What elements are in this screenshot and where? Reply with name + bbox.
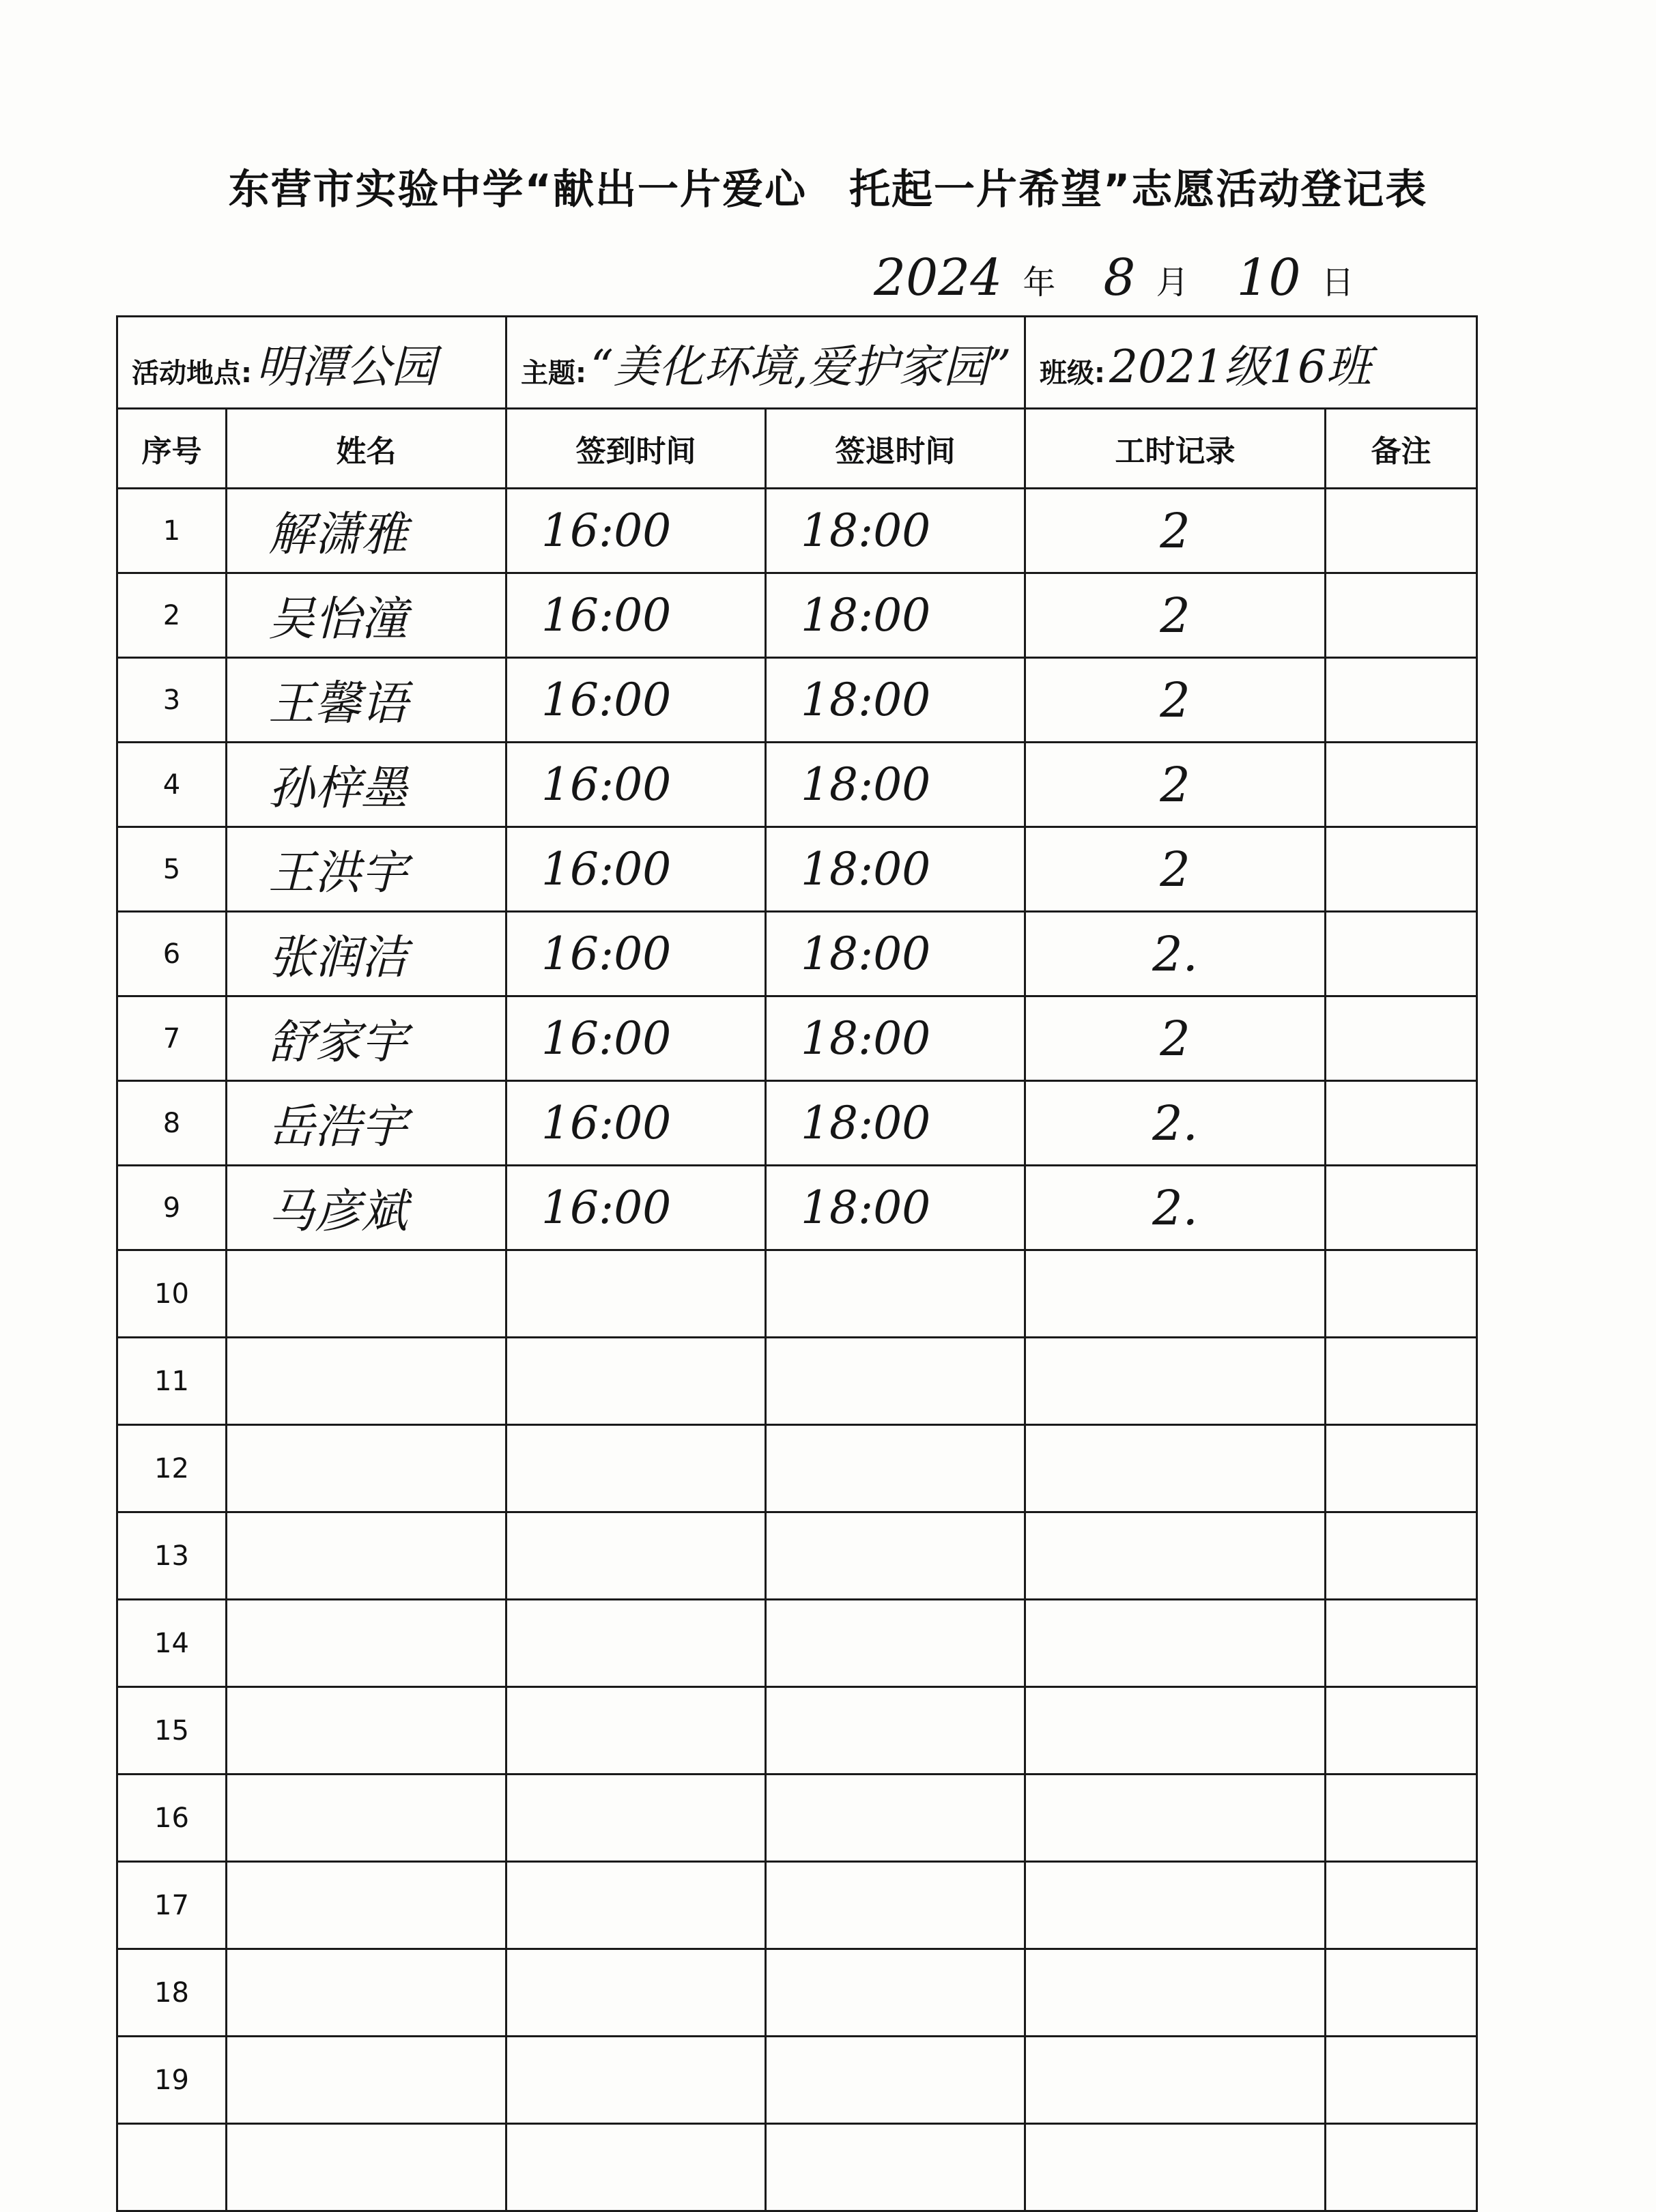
- row-number: [117, 489, 227, 573]
- row-number-text: 12: [154, 1452, 189, 1484]
- signin-time: [506, 573, 766, 658]
- name-cell: [227, 1600, 506, 1687]
- signin-time-text: 16:00: [541, 928, 672, 980]
- signout-time-text: 18:00: [801, 1181, 931, 1234]
- signout-time: [766, 2037, 1025, 2124]
- signin-time-text: 16:00: [541, 674, 672, 726]
- hours-record-text: 2.: [1152, 1095, 1198, 1151]
- signin-time: [506, 743, 766, 827]
- hours-record: [1025, 827, 1326, 912]
- theme-cell: [506, 317, 1025, 409]
- row-number: [117, 1250, 227, 1338]
- name-cell-text: 马彦斌: [268, 1185, 408, 1239]
- table-row: [117, 1425, 1477, 1512]
- name-cell: [227, 1687, 506, 1775]
- table-row: [117, 1338, 1477, 1425]
- row-number-text: 11: [154, 1365, 189, 1397]
- signout-time: [766, 1081, 1025, 1166]
- signout-time: [766, 1512, 1025, 1600]
- row-number: [117, 1775, 227, 1862]
- table-row: [117, 1862, 1477, 1949]
- hours-record-text: 2: [1160, 756, 1190, 813]
- location-value: 明潭公园: [256, 340, 436, 393]
- row-number-text: 8: [162, 1107, 181, 1139]
- row-number: [117, 2037, 227, 2124]
- theme-label: 主题:: [521, 357, 586, 389]
- hours-record: [1025, 912, 1326, 996]
- row-number: [117, 1862, 227, 1949]
- name-cell: [227, 996, 506, 1081]
- name-cell: [227, 1338, 506, 1425]
- signout-time-text: 18:00: [801, 1097, 931, 1149]
- name-cell: [227, 1425, 506, 1512]
- name-cell: [227, 658, 506, 743]
- signin-time: [506, 996, 766, 1081]
- hours-record: [1025, 1338, 1326, 1425]
- note-cell: [1326, 1687, 1477, 1775]
- location-label: 活动地点:: [132, 357, 252, 389]
- row-number-text: 15: [154, 1714, 189, 1747]
- header-note: 备注: [1326, 409, 1477, 489]
- name-cell: [227, 1081, 506, 1166]
- hours-record: [1025, 996, 1326, 1081]
- signout-time: [766, 1862, 1025, 1949]
- note-cell: [1326, 1425, 1477, 1512]
- hours-record: [1025, 2037, 1326, 2124]
- signout-time: [766, 827, 1025, 912]
- signin-time: [506, 1949, 766, 2037]
- table-row: [117, 2037, 1477, 2124]
- note-cell: [1326, 1775, 1477, 1862]
- signin-time: [506, 912, 766, 996]
- name-cell-text: 孙梓墨: [268, 762, 408, 816]
- signin-time-text: 16:00: [541, 843, 672, 895]
- row-number-text: 6: [162, 938, 181, 970]
- signout-time: [766, 1687, 1025, 1775]
- signin-time-text: 16:00: [541, 1012, 672, 1065]
- signout-time-text: 18:00: [801, 504, 931, 557]
- name-cell-text: 张润洁: [268, 931, 408, 985]
- signin-time: [506, 1166, 766, 1250]
- table-row: [117, 1512, 1477, 1600]
- registration-table: [116, 315, 1478, 2212]
- header-signout: 签退时间: [766, 409, 1025, 489]
- hours-record: [1025, 2124, 1326, 2211]
- table-row: [117, 1600, 1477, 1687]
- hours-record: [1025, 1512, 1326, 1600]
- hours-record-text: 2: [1160, 587, 1190, 644]
- name-cell-text: 吴怡潼: [268, 592, 408, 646]
- hours-record-text: 2.: [1152, 925, 1198, 982]
- note-cell: [1326, 1338, 1477, 1425]
- signin-time: [506, 1425, 766, 1512]
- row-number-text: 4: [162, 769, 181, 801]
- signin-time-text: 16:00: [541, 1097, 672, 1149]
- row-number: [117, 658, 227, 743]
- signin-time: [506, 489, 766, 573]
- name-cell: [227, 489, 506, 573]
- name-cell: [227, 573, 506, 658]
- info-row: [117, 317, 1477, 409]
- theme-value: “美化环境,爱护家园”: [590, 340, 1012, 393]
- signout-time: [766, 573, 1025, 658]
- signout-time: [766, 658, 1025, 743]
- class-label: 班级:: [1040, 357, 1105, 389]
- name-cell: [227, 1862, 506, 1949]
- table-row: [117, 1775, 1477, 1862]
- row-number-text: 13: [154, 1540, 189, 1572]
- hours-record: [1025, 1862, 1326, 1949]
- signin-time: [506, 2124, 766, 2211]
- signout-time-text: 18:00: [801, 1012, 931, 1065]
- signin-time: [506, 2037, 766, 2124]
- row-number-text: 7: [162, 1022, 181, 1054]
- name-cell-text: 解潇雅: [268, 508, 408, 562]
- note-cell: [1326, 996, 1477, 1081]
- name-cell: [227, 1250, 506, 1338]
- signin-time: [506, 827, 766, 912]
- row-number: [117, 827, 227, 912]
- note-cell: [1326, 1600, 1477, 1687]
- signout-time: [766, 2124, 1025, 2211]
- signin-time: [506, 1512, 766, 1600]
- table-row: [117, 1687, 1477, 1775]
- name-cell: [227, 1512, 506, 1600]
- row-number: [117, 1512, 227, 1600]
- signout-time: [766, 1949, 1025, 2037]
- signout-time: [766, 1166, 1025, 1250]
- signout-time: [766, 1250, 1025, 1338]
- table-row: [117, 996, 1477, 1081]
- row-number-text: 18: [154, 1977, 189, 2009]
- row-number: [117, 573, 227, 658]
- note-cell: [1326, 489, 1477, 573]
- hours-record: [1025, 573, 1326, 658]
- header-name: 姓名: [227, 409, 506, 489]
- table-row: [117, 658, 1477, 743]
- date-year-unit: 年: [1023, 263, 1056, 302]
- header-num: 序号: [117, 409, 227, 489]
- row-number-text: 2: [162, 599, 181, 631]
- signin-time: [506, 1600, 766, 1687]
- hours-record: [1025, 1166, 1326, 1250]
- note-cell: [1326, 1949, 1477, 2037]
- hours-record: [1025, 1600, 1326, 1687]
- signout-time: [766, 489, 1025, 573]
- row-number-text: 17: [154, 1889, 189, 1921]
- name-cell: [227, 1949, 506, 2037]
- page-title: 东营市实验中学“献出一片爱心 托起一片希望”志愿活动登记表: [228, 166, 1428, 214]
- date-month-unit: 月: [1156, 263, 1189, 302]
- date-line: [874, 246, 1402, 307]
- signin-time: [506, 1775, 766, 1862]
- row-number: [117, 996, 227, 1081]
- name-cell-text: 王馨语: [268, 677, 408, 731]
- location-cell: [117, 317, 506, 409]
- signin-time: [506, 1081, 766, 1166]
- hours-record: [1025, 1949, 1326, 2037]
- signout-time: [766, 1425, 1025, 1512]
- table-row: [117, 1949, 1477, 2037]
- signout-time-text: 18:00: [801, 928, 931, 980]
- signout-time: [766, 1600, 1025, 1687]
- table-row: [117, 2124, 1477, 2211]
- date-month: 8: [1103, 248, 1136, 307]
- signin-time: [506, 1250, 766, 1338]
- table-row: [117, 1081, 1477, 1166]
- note-cell: [1326, 743, 1477, 827]
- note-cell: [1326, 827, 1477, 912]
- table-row: [117, 743, 1477, 827]
- signin-time-text: 16:00: [541, 504, 672, 557]
- header-signin: 签到时间: [506, 409, 766, 489]
- hours-record-text: 2: [1160, 841, 1190, 897]
- row-number: [117, 1081, 227, 1166]
- note-cell: [1326, 1166, 1477, 1250]
- note-cell: [1326, 1081, 1477, 1166]
- date-day: 10: [1236, 248, 1301, 307]
- date-year: 2024: [874, 248, 1003, 307]
- table-row: [117, 827, 1477, 912]
- signout-time-text: 18:00: [801, 589, 931, 642]
- name-cell: [227, 912, 506, 996]
- row-number: [117, 743, 227, 827]
- signin-time-text: 16:00: [541, 589, 672, 642]
- hours-record-text: 2.: [1152, 1179, 1198, 1236]
- class-cell: [1025, 317, 1477, 409]
- row-number-text: 14: [154, 1627, 189, 1659]
- signout-time: [766, 1338, 1025, 1425]
- hours-record: [1025, 658, 1326, 743]
- name-cell-text: 王洪宇: [268, 846, 408, 900]
- name-cell: [227, 1775, 506, 1862]
- note-cell: [1326, 658, 1477, 743]
- hours-record-text: 2: [1160, 672, 1190, 728]
- table-row: [117, 1250, 1477, 1338]
- row-number-text: 19: [154, 2064, 189, 2096]
- row-number: [117, 2124, 227, 2211]
- note-cell: [1326, 573, 1477, 658]
- row-number-text: 1: [162, 515, 181, 547]
- hours-record: [1025, 1425, 1326, 1512]
- hours-record: [1025, 1687, 1326, 1775]
- hours-record-text: 2: [1160, 1010, 1190, 1067]
- signin-time: [506, 658, 766, 743]
- note-cell: [1326, 2037, 1477, 2124]
- table-row: [117, 912, 1477, 996]
- row-number: [117, 1949, 227, 2037]
- hours-record: [1025, 1081, 1326, 1166]
- row-number-text: 9: [162, 1192, 181, 1224]
- name-cell: [227, 743, 506, 827]
- signin-time-text: 16:00: [541, 1181, 672, 1234]
- date-day-unit: 日: [1321, 263, 1354, 302]
- row-number: [117, 1338, 227, 1425]
- signout-time-text: 18:00: [801, 843, 931, 895]
- signout-time: [766, 1775, 1025, 1862]
- signout-time: [766, 912, 1025, 996]
- name-cell: [227, 2037, 506, 2124]
- row-number: [117, 1425, 227, 1512]
- table-row: [117, 489, 1477, 573]
- row-number: [117, 1166, 227, 1250]
- name-cell: [227, 1166, 506, 1250]
- note-cell: [1326, 1250, 1477, 1338]
- hours-record: [1025, 743, 1326, 827]
- row-number-text: 10: [154, 1278, 189, 1310]
- signout-time-text: 18:00: [801, 674, 931, 726]
- note-cell: [1326, 912, 1477, 996]
- row-number-text: 3: [162, 684, 181, 716]
- name-cell-text: 岳浩宇: [268, 1100, 408, 1154]
- name-cell: [227, 827, 506, 912]
- signin-time: [506, 1862, 766, 1949]
- signout-time-text: 18:00: [801, 758, 931, 811]
- header-hours: 工时记录: [1025, 409, 1326, 489]
- signout-time: [766, 996, 1025, 1081]
- table-row: [117, 573, 1477, 658]
- hours-record: [1025, 489, 1326, 573]
- row-number-text: 5: [162, 853, 181, 885]
- hours-record: [1025, 1775, 1326, 1862]
- name-cell-text: 舒家宇: [268, 1016, 408, 1069]
- hours-record: [1025, 1250, 1326, 1338]
- header-row: [117, 409, 1477, 489]
- signin-time-text: 16:00: [541, 758, 672, 811]
- row-number-text: 16: [154, 1802, 189, 1834]
- note-cell: [1326, 1862, 1477, 1949]
- row-number: [117, 1687, 227, 1775]
- note-cell: [1326, 2124, 1477, 2211]
- signout-time: [766, 743, 1025, 827]
- name-cell: [227, 2124, 506, 2211]
- class-value: 2021级16班: [1109, 340, 1371, 393]
- row-number: [117, 912, 227, 996]
- note-cell: [1326, 1512, 1477, 1600]
- table-row: [117, 1166, 1477, 1250]
- hours-record-text: 2: [1160, 502, 1190, 559]
- row-number: [117, 1600, 227, 1687]
- signin-time: [506, 1338, 766, 1425]
- signin-time: [506, 1687, 766, 1775]
